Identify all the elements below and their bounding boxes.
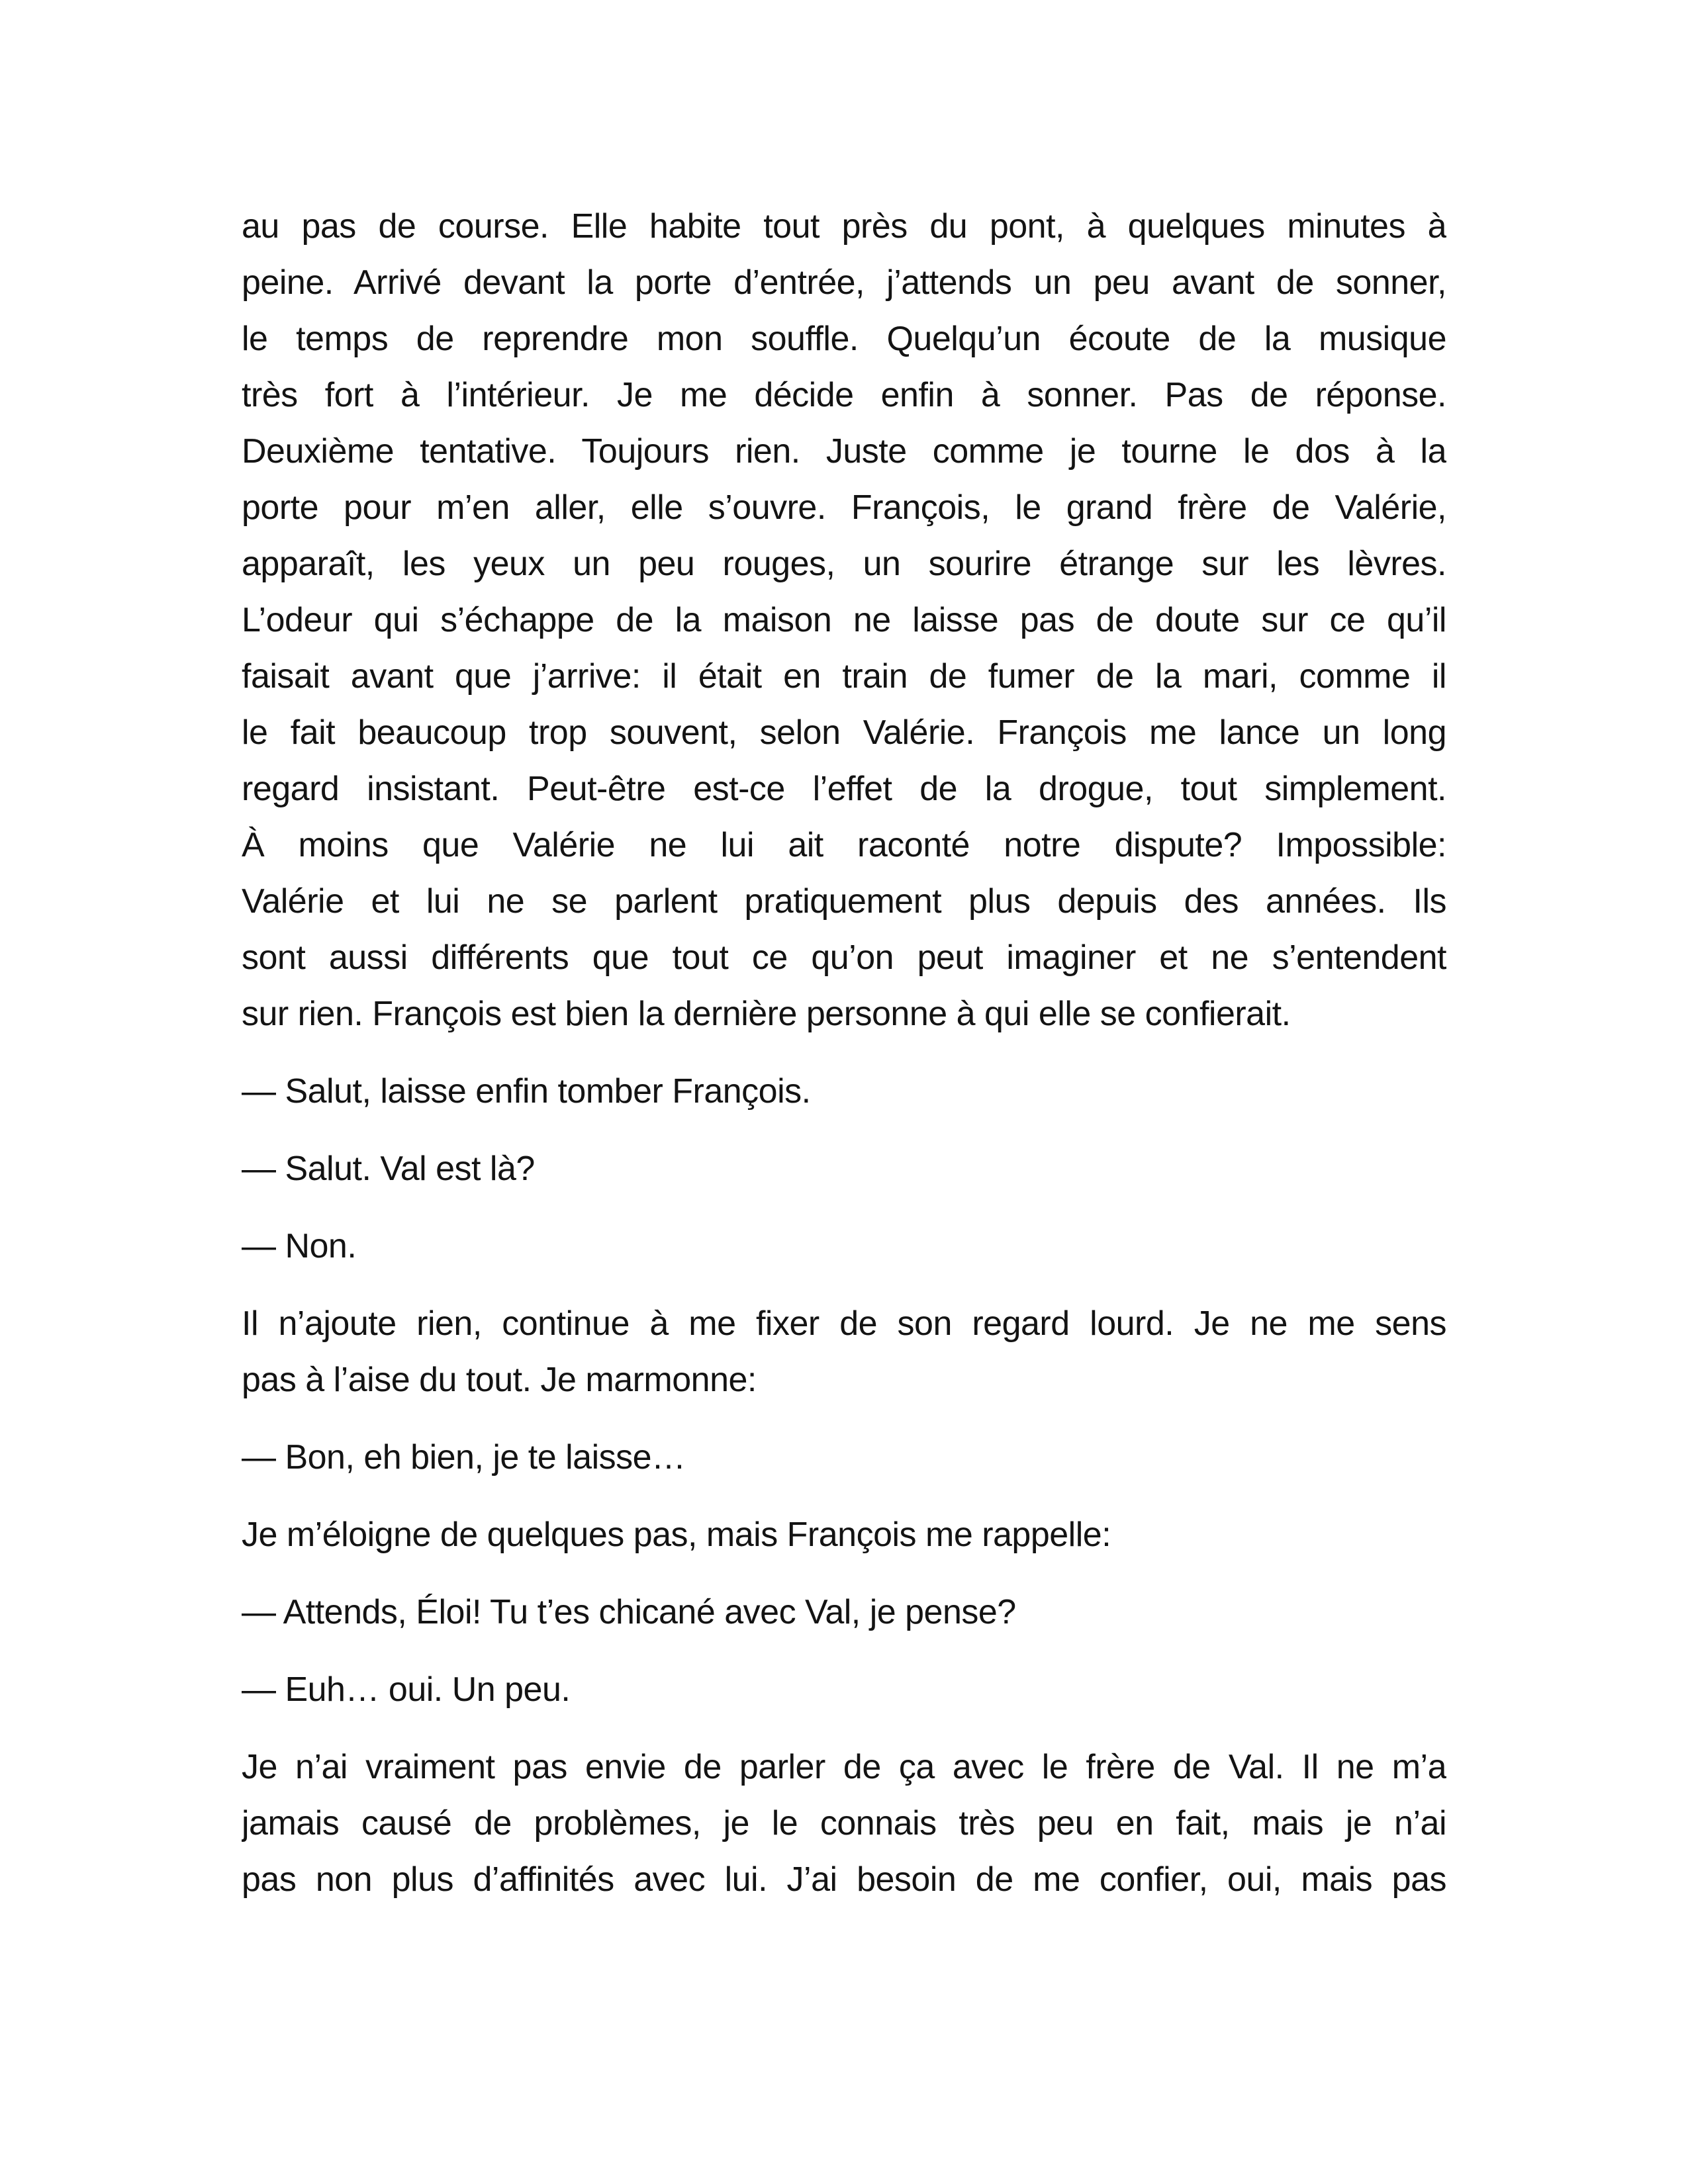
text-line: Deuxième tentative. Toujours rien. Juste comme je tourne le dos à la <box>242 432 1446 471</box>
text-line: sur rien. François est bien la dernière personne à qui elle se confierait. <box>242 995 1291 1033</box>
text-line: jamais causé de problèmes, je le connais très peu en fait, mais je n’ai <box>242 1804 1446 1843</box>
paragraph <box>242 199 1446 1042</box>
paragraph <box>242 1507 1446 1563</box>
text-line: peine. Arrivé devant la porte d’entrée, j’attends un peu avant de sonner, <box>242 263 1446 302</box>
text-line: très fort à l’intérieur. Je me décide enfin à sonner. Pas de réponse. <box>242 376 1446 414</box>
dialogue-paragraph <box>242 1662 1446 1718</box>
dialogue-paragraph <box>242 1584 1446 1641</box>
paragraph <box>242 1296 1446 1408</box>
text-line: pas à l’aise du tout. Je marmonne: <box>242 1361 757 1399</box>
text-line: le temps de reprendre mon souffle. Quelqu’un écoute de la musique <box>242 320 1446 358</box>
text-line: — Non. <box>242 1227 357 1265</box>
text-line: — Euh… oui. Un peu. <box>242 1670 571 1709</box>
text-line: regard insistant. Peut-être est-ce l’effet de la drogue, tout simplement. <box>242 770 1446 808</box>
dialogue-paragraph <box>242 1218 1446 1275</box>
text-line: — Salut, laisse enfin tomber François. <box>242 1072 811 1111</box>
text-line: Il n’ajoute rien, continue à me fixer de son regard lourd. Je ne me sens <box>242 1304 1446 1343</box>
text-line: porte pour m’en aller, elle s’ouvre. François, le grand frère de Valérie, <box>242 488 1446 527</box>
text-line: au pas de course. Elle habite tout près du pont, à quelques minutes à <box>242 207 1446 246</box>
text-line: — Bon, eh bien, je te laisse… <box>242 1438 686 1477</box>
dialogue-paragraph <box>242 1141 1446 1197</box>
text-line: Je n’ai vraiment pas envie de parler de ça avec le frère de Val. Il ne m’a <box>242 1748 1446 1786</box>
text-line: L’odeur qui s’échappe de la maison ne laisse pas de doute sur ce qu’il <box>242 601 1446 639</box>
text-line: — Salut. Val est là? <box>242 1150 535 1188</box>
text-line: À moins que Valérie ne lui ait raconté notre dispute? Impossible: <box>242 826 1446 864</box>
dialogue-paragraph <box>242 1064 1446 1120</box>
text-line: sont aussi différents que tout ce qu’on peut imaginer et ne s’entendent <box>242 938 1446 977</box>
text-line: le fait beaucoup trop souvent, selon Valérie. François me lance un long <box>242 713 1446 752</box>
text-line: — Attends, Éloi! Tu t’es chicané avec Val, je pense? <box>242 1593 1016 1631</box>
paragraph <box>242 1739 1446 1908</box>
text-line: apparaît, les yeux un peu rouges, un sourire étrange sur les lèvres. <box>242 545 1446 583</box>
text-line: Valérie et lui ne se parlent pratiquement plus depuis des années. Ils <box>242 882 1446 921</box>
dialogue-paragraph <box>242 1430 1446 1486</box>
text-line: pas non plus d’affinités avec lui. J’ai besoin de me confier, oui, mais pas <box>242 1860 1446 1899</box>
text-line: Je m’éloigne de quelques pas, mais François me rappelle: <box>242 1516 1111 1554</box>
text-line: faisait avant que j’arrive: il était en train de fumer de la mari, comme il <box>242 657 1446 696</box>
